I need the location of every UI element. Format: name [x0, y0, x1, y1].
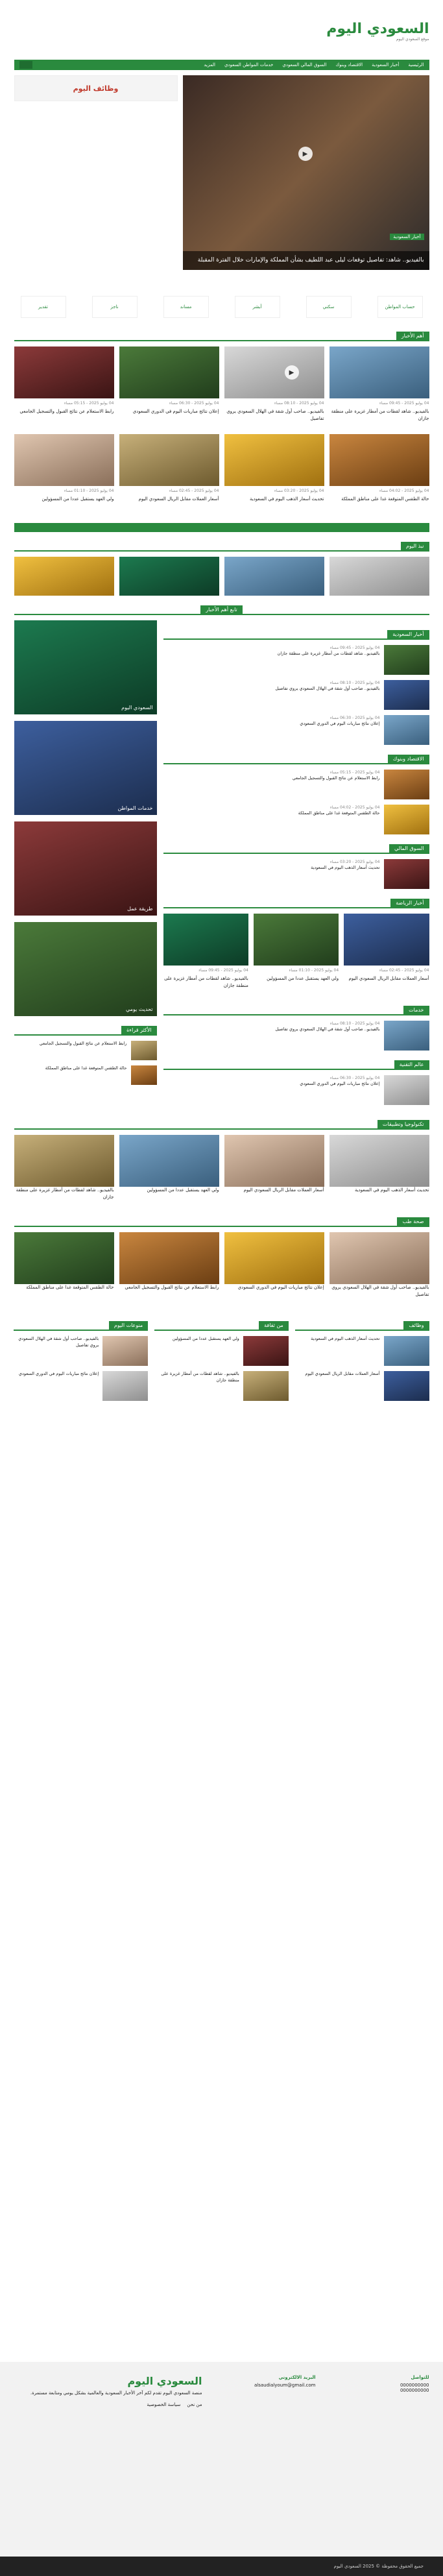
news-meta: 04 يوليو 2025 - 02:45 مساء: [379, 968, 429, 973]
news-thumb: [243, 1371, 289, 1401]
play-icon[interactable]: ▶: [298, 147, 313, 161]
news-thumb: [254, 914, 339, 966]
partner-logo[interactable]: أبشر: [235, 296, 280, 318]
page: [14, 0, 429, 1406]
hero-tag[interactable]: أخبار السعودية: [390, 234, 424, 240]
news-meta: 04 يوليو 2025 - 09:45 مساء: [198, 968, 248, 973]
news-card[interactable]: [254, 914, 339, 996]
list-item[interactable]: [295, 1371, 429, 1401]
section-label[interactable]: صحة طب: [397, 1217, 429, 1226]
section-title-today: [14, 541, 429, 552]
section-label[interactable]: أخبار السعودية: [387, 630, 429, 638]
section-title-tech: [14, 1119, 429, 1130]
news-thumb: [102, 1371, 148, 1401]
latest-grid: [14, 346, 429, 516]
news-title[interactable]: رابط الاستعلام عن نتائج القبول والتسجيل الجامعي: [292, 775, 380, 781]
list-item-text: [300, 715, 379, 727]
news-title[interactable]: بالفيديو.. صاحب أول شقة في الهلال السعودي يروي تفاصيل: [275, 1027, 380, 1032]
list-item[interactable]: [154, 1371, 289, 1401]
section-title-market: [163, 844, 429, 854]
news-meta: 04 يوليو 2025 - 06:30 مساء: [329, 716, 380, 720]
more-column: [154, 1311, 289, 1406]
list-item-text: [311, 859, 379, 871]
footer: [0, 2362, 443, 2576]
news-thumb: [329, 346, 429, 398]
list-item-text: [298, 805, 380, 817]
news-thumb: [384, 805, 429, 834]
news-title[interactable]: أسعار العملات مقابل الريال السعودي اليوم: [348, 976, 429, 981]
section-title-world: [163, 1060, 429, 1070]
top-bar: [14, 0, 429, 9]
list-item[interactable]: [163, 645, 429, 675]
list-item-text: [300, 1075, 379, 1088]
list-item[interactable]: [295, 1336, 429, 1366]
news-title[interactable]: إعلان نتائج مباريات اليوم في الدوري السعودي: [132, 409, 219, 414]
news-title[interactable]: بالفيديو.. صاحب أول شقة في الهلال السعودي يروي تفاصيل: [226, 409, 324, 421]
news-thumb: [119, 434, 219, 486]
news-thumb: [14, 1135, 114, 1187]
news-thumb: [384, 1336, 429, 1366]
news-title[interactable]: تحديث أسعار الذهب اليوم في السعودية: [311, 1336, 380, 1341]
news-card[interactable]: [14, 346, 114, 429]
main-column: [163, 620, 429, 1110]
section-label[interactable]: الأكثر قراءة: [121, 1026, 156, 1034]
news-title[interactable]: حالة الطقس المتوقعة غدا على مناطق المملكة: [298, 810, 380, 816]
footer-email: [222, 2375, 316, 2407]
news-thumb: [102, 1336, 148, 1366]
footer-link-about[interactable]: من نحن: [187, 2401, 202, 2407]
news-title[interactable]: إعلان نتائج مباريات اليوم في الدوري السعودي: [300, 1081, 380, 1086]
news-title[interactable]: ولي العهد يستقبل عددا من المسؤولين: [267, 976, 339, 981]
news-title[interactable]: إعلان نتائج مباريات اليوم في الدوري السعودي: [237, 1285, 324, 1290]
list-item-text: [293, 770, 380, 782]
news-meta: 04 يوليو 2025 - 09:45 مساء: [379, 401, 429, 406]
divider-strip: [14, 523, 429, 532]
news-thumb: [224, 346, 324, 398]
news-thumb: [119, 1232, 219, 1284]
section-label[interactable]: عالم التقنية: [394, 1060, 429, 1069]
footer-email-title: البريد الالكتروني: [278, 2375, 316, 2380]
news-thumb: [224, 434, 324, 486]
list-item[interactable]: [163, 805, 429, 834]
partner-logos: [14, 296, 429, 318]
news-card[interactable]: [344, 914, 429, 996]
list-item[interactable]: [163, 715, 429, 745]
section-title-misc: [14, 1320, 148, 1331]
news-thumb: [384, 770, 429, 799]
today-row: [14, 557, 429, 596]
bottom-sections: [14, 1311, 429, 1406]
section-label[interactable]: من ثقافة: [259, 1321, 289, 1330]
list-item-text: [278, 645, 380, 657]
news-meta: 04 يوليو 2025 - 03:20 مساء: [274, 489, 324, 493]
news-title[interactable]: ولي العهد يستقبل عددا من المسؤولين: [42, 496, 114, 502]
list-item[interactable]: [14, 1041, 157, 1060]
list-item[interactable]: [163, 1021, 429, 1051]
nav-item-home[interactable]: الرئيسية: [408, 62, 424, 67]
section-label[interactable]: وظائف: [403, 1321, 429, 1330]
section-label[interactable]: نبذ اليوم: [401, 542, 429, 550]
list-item[interactable]: [14, 1371, 148, 1401]
nav-item-economy[interactable]: الاقتصاد وبنوك: [335, 62, 363, 67]
footer-logo[interactable]: السعودي اليوم: [127, 2375, 202, 2387]
list-item[interactable]: [154, 1336, 289, 1366]
footer-phone[interactable]: 0000000000: [400, 2388, 429, 2393]
news-title[interactable]: أسعار العملات مقابل الريال السعودي اليوم: [305, 1371, 380, 1376]
news-thumb: [384, 680, 429, 710]
news-card[interactable]: [329, 1232, 429, 1305]
copyright-text: جميع الحقوق محفوظة © 2025 السعودي اليوم: [333, 2564, 424, 2569]
list-item[interactable]: [163, 770, 429, 799]
news-card[interactable]: [14, 1232, 114, 1305]
news-thumb: [329, 1232, 429, 1284]
news-title[interactable]: إعلان نتائج مباريات اليوم في الدوري السعودي: [18, 1371, 99, 1376]
news-thumb: [14, 434, 114, 486]
news-card[interactable]: [119, 1135, 219, 1208]
news-title[interactable]: أسعار العملات مقابل الريال السعودي اليوم: [138, 496, 219, 502]
news-title[interactable]: بالفيديو.. شاهد لقطات من أمطار غزيرة على منطقة جازان: [277, 651, 380, 656]
partner-logo[interactable]: حساب المواطن: [377, 296, 423, 318]
section-label[interactable]: السوق المالي: [389, 844, 429, 853]
news-card[interactable]: [329, 434, 429, 516]
footer-inner: [14, 2375, 429, 2407]
nav-item-market[interactable]: السوق المالي السعودي: [282, 62, 327, 67]
news-meta: 04 يوليو 2025 - 04:02 مساء: [379, 489, 429, 493]
news-card[interactable]: [119, 1232, 219, 1305]
news-meta: 04 يوليو 2025 - 05:15 مساء: [64, 401, 114, 406]
section-title-latest: [14, 331, 429, 341]
tech-grid: [14, 1135, 429, 1208]
news-title[interactable]: تحديث أسعار الذهب اليوم في السعودية: [249, 496, 324, 502]
section-title-saudi: [163, 629, 429, 640]
news-thumb: [243, 1336, 289, 1366]
list-item[interactable]: [163, 680, 429, 710]
news-title[interactable]: بالفيديو.. شاهد لقطات من أمطار غزيرة على منطقة جازان: [16, 1187, 114, 1200]
section-title-services: [163, 1005, 429, 1015]
news-card[interactable]: [119, 346, 219, 429]
news-title[interactable]: رابط الاستعلام عن نتائج القبول والتسجيل الجامعي: [39, 1041, 127, 1046]
footer-email-link[interactable]: alsaudialyoum@gmail.com: [254, 2383, 316, 2388]
main-nav: [14, 60, 429, 70]
news-thumb: [384, 1371, 429, 1401]
news-thumb: [329, 1135, 429, 1187]
news-card[interactable]: [224, 434, 324, 516]
footer-links: [14, 2402, 202, 2407]
news-thumb: [384, 1075, 429, 1105]
news-thumb: [119, 1135, 219, 1187]
news-title[interactable]: تحديث أسعار الذهب اليوم في السعودية: [311, 865, 380, 870]
news-title[interactable]: رابط الاستعلام عن نتائج القبول والتسجيل الجامعي: [125, 1285, 219, 1290]
list-item[interactable]: [163, 1075, 429, 1105]
section-title-health: [14, 1217, 429, 1227]
play-icon: ▶: [285, 365, 299, 380]
hero-side: [14, 75, 178, 270]
partner-logo[interactable]: مساند: [163, 296, 209, 318]
partner-logo[interactable]: سكني: [306, 296, 352, 318]
news-meta: 04 يوليو 2025 - 01:10 مساء: [289, 968, 339, 973]
main-content: [14, 620, 429, 1110]
list-item[interactable]: [14, 1065, 157, 1085]
news-thumb: [344, 914, 429, 966]
news-title[interactable]: ولي العهد يستقبل عددا من المسؤولين: [172, 1336, 239, 1341]
news-thumb[interactable]: [329, 557, 429, 596]
sidebar-ad[interactable]: خدمات المواطن: [14, 721, 157, 815]
news-thumb: [131, 1041, 157, 1060]
hero-article[interactable]: [183, 75, 429, 270]
news-meta: 04 يوليو 2025 - 08:10 مساء: [329, 1021, 380, 1026]
footer-contact-title: للتواصل: [411, 2375, 429, 2380]
section-label[interactable]: تابع أهم الأخبار: [200, 605, 242, 614]
news-card[interactable]: [14, 434, 114, 516]
news-title[interactable]: رابط الاستعلام عن نتائج القبول والتسجيل الجامعي: [19, 409, 114, 414]
list-item[interactable]: [163, 859, 429, 889]
section-label[interactable]: منوعات اليوم: [109, 1321, 148, 1330]
health-grid: [14, 1232, 429, 1305]
section-label[interactable]: أخبار الرياضة: [390, 899, 429, 907]
ad-banner[interactable]: وظائف اليوم: [14, 75, 178, 101]
news-thumb: [14, 346, 114, 398]
search-button[interactable]: [19, 61, 32, 69]
news-meta: 04 يوليو 2025 - 04:02 مساء: [329, 805, 380, 810]
sidebar-ad[interactable]: طريقة عمل: [14, 821, 157, 916]
news-title[interactable]: بالفيديو.. صاحب أول شقة في الهلال السعودي يروي تفاصيل: [275, 686, 380, 691]
news-title[interactable]: بالفيديو.. صاحب أول شقة في الهلال السعودي يروي تفاصيل: [18, 1336, 99, 1348]
list-item-text: [275, 1021, 379, 1033]
section-label[interactable]: أهم الأخبار: [396, 332, 429, 340]
footer-about: [14, 2375, 202, 2407]
news-card[interactable]: [224, 1232, 324, 1305]
jobs-column: [295, 1311, 429, 1406]
news-thumb[interactable]: [224, 557, 324, 596]
news-card[interactable]: [163, 914, 248, 996]
news-card[interactable]: [14, 1135, 114, 1208]
site-logo[interactable]: [326, 21, 429, 42]
news-thumb: [131, 1065, 157, 1085]
sports-grid: [163, 914, 429, 996]
section-label[interactable]: خدمات: [403, 1006, 429, 1014]
news-thumb: [14, 1232, 114, 1284]
misc-column: [14, 1311, 148, 1406]
header: [14, 9, 429, 60]
logo-text: السعودي اليوم: [326, 21, 429, 37]
news-meta: 04 يوليو 2025 - 06:30 مساء: [329, 1076, 380, 1080]
section-title-sports: [163, 898, 429, 908]
news-meta: 04 يوليو 2025 - 08:10 مساء: [329, 681, 380, 685]
news-thumb: [224, 1135, 324, 1187]
news-meta: 04 يوليو 2025 - 09:45 مساء: [329, 646, 380, 650]
news-title[interactable]: بالفيديو.. شاهد لقطات من أمطار غزيرة على منطقة جازان: [164, 976, 248, 988]
news-thumb: [119, 346, 219, 398]
news-title[interactable]: بالفيديو.. صاحب أول شقة في الهلال السعودي يروي تفاصيل: [331, 1285, 429, 1297]
news-meta: 04 يوليو 2025 - 03:20 مساء: [329, 860, 380, 864]
section-title-jobs: [295, 1320, 429, 1331]
section-title-featured: [14, 605, 429, 615]
news-thumb: [384, 859, 429, 889]
list-item[interactable]: [14, 1336, 148, 1366]
nav-item-more[interactable]: المزيد: [204, 62, 215, 67]
news-title[interactable]: أسعار العملات مقابل الريال السعودي اليوم: [243, 1187, 324, 1193]
footer-phone[interactable]: 0000000000: [400, 2383, 429, 2388]
section-label[interactable]: تكنولوجيا وتطبيقات: [377, 1120, 429, 1128]
sidebar-ad[interactable]: السعودي اليوم: [14, 620, 157, 714]
news-thumb: [384, 715, 429, 745]
news-card[interactable]: [329, 346, 429, 429]
sidebar-ad[interactable]: تحديث يومي: [14, 922, 157, 1016]
news-title[interactable]: حالة الطقس المتوقعة غدا على مناطق المملكة: [26, 1285, 114, 1290]
nav-item-services[interactable]: خدمات المواطن السعودي: [224, 62, 274, 67]
news-thumb: [329, 434, 429, 486]
section-title-more: [154, 1320, 289, 1331]
news-thumb[interactable]: [14, 557, 114, 596]
news-meta: 04 يوليو 2025 - 06:30 مساء: [169, 401, 219, 406]
logo-tagline: موقع السعودي اليوم: [396, 37, 429, 42]
section-label[interactable]: الاقتصاد وبنوك: [388, 755, 429, 763]
footer-about-text: منصة السعودي اليوم تقدم لكم آخر الأخبار السعودية والعالمية بشكل يومي ومتابعة مستمرة.: [30, 2390, 202, 2396]
news-card[interactable]: [119, 434, 219, 516]
news-title[interactable]: ولي العهد يستقبل عددا من المسؤولين: [147, 1187, 219, 1193]
list-item-text: [275, 680, 379, 692]
footer-contact: [335, 2375, 429, 2407]
news-meta: 04 يوليو 2025 - 08:10 مساء: [274, 401, 324, 406]
news-thumb: [224, 1232, 324, 1284]
news-title[interactable]: تحديث أسعار الذهب اليوم في السعودية: [354, 1187, 429, 1193]
section-title-economy: [163, 754, 429, 764]
nav-item-saudi[interactable]: أخبار السعودية: [372, 62, 400, 67]
sidebar: [14, 620, 157, 1110]
news-thumb: [384, 1021, 429, 1051]
hero-title[interactable]: بالفيديو.. شاهد: تفاصيل توقعات ليلى عبد اللطيف بشأن المملكة والإمارات خلال الفترة المقبلة: [183, 251, 429, 271]
news-title[interactable]: بالفيديو.. شاهد لقطات من أمطار غزيرة على منطقة جازان: [161, 1371, 239, 1383]
news-title[interactable]: حالة الطقس المتوقعة غدا على مناطق المملكة: [341, 496, 429, 502]
news-thumb: [163, 914, 248, 966]
copyright-bar: [0, 2557, 443, 2576]
section-title-most-read: [14, 1025, 157, 1036]
hero: [14, 75, 429, 270]
news-card[interactable]: [224, 1135, 324, 1208]
partner-logo[interactable]: تقدير: [21, 296, 66, 318]
news-meta: 04 يوليو 2025 - 02:45 مساء: [169, 489, 219, 493]
news-title[interactable]: حالة الطقس المتوقعة غدا على مناطق المملكة: [45, 1065, 127, 1071]
footer-link-privacy[interactable]: سياسة الخصوصية: [147, 2401, 181, 2407]
news-title[interactable]: بالفيديو.. شاهد لقطات من أمطار غزيرة على منطقة جازان: [331, 409, 429, 421]
news-title[interactable]: إعلان نتائج مباريات اليوم في الدوري السعودي: [300, 721, 380, 726]
news-meta: 04 يوليو 2025 - 01:10 مساء: [64, 489, 114, 493]
news-thumb[interactable]: [119, 557, 219, 596]
news-meta: 04 يوليو 2025 - 05:15 مساء: [329, 770, 380, 775]
news-thumb: [384, 645, 429, 675]
partner-logo[interactable]: ناجز: [92, 296, 138, 318]
news-card[interactable]: [329, 1135, 429, 1208]
news-card[interactable]: [224, 346, 324, 429]
